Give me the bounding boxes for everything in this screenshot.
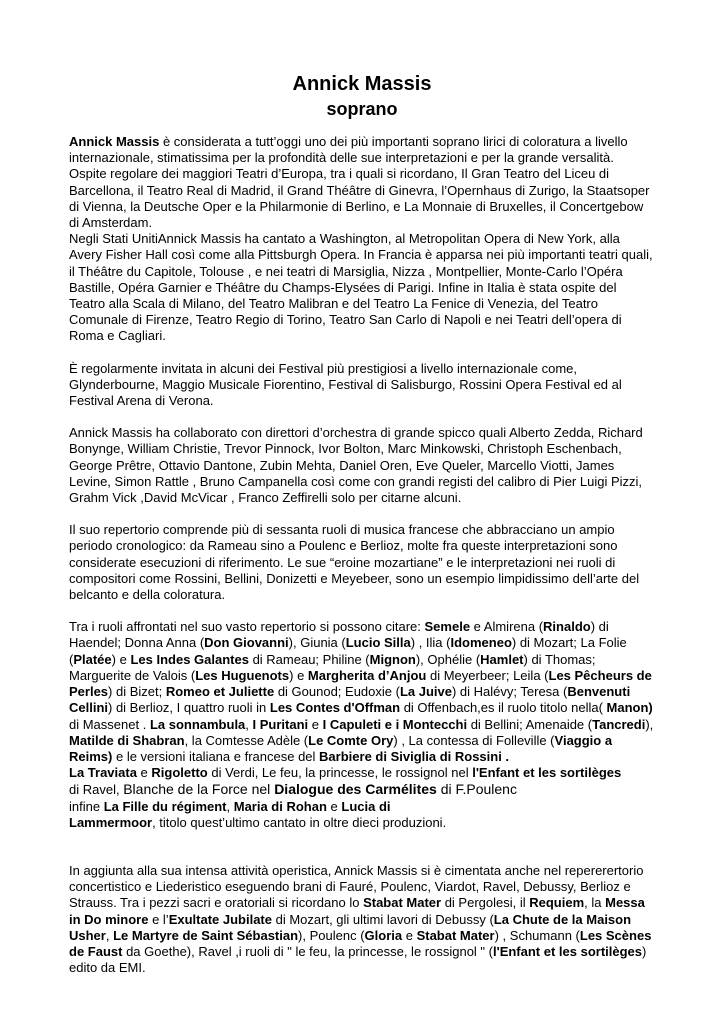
role-text: ), Ophélie (: [415, 651, 481, 667]
role-text: , titolo quest’ultimo cantato in oltre dieci produzioni.: [152, 814, 447, 830]
role-title: Le Martyre de Saint Sébastian: [113, 927, 299, 943]
paragraph-repertoire: Il suo repertorio comprende più di sessanta ruoli di musica francese che abbracciano un ampio periodo cronologico: da Rameau sino a Poulenc e Berlioz, molte fra queste interpretazioni sono considerate esecuzioni di riferimento. Le sue “eroine mozartiane” e le interpretazioni nei ruoli di compositori come Rossini, Bellini, Donizetti e Meyebeer, sono un esempio limpidissimo dell’arte del belcanto e della coloratura.: [69, 522, 640, 603]
role-text: ) , La contessa di Folleville (: [393, 732, 555, 748]
page-subtitle: soprano: [326, 99, 398, 119]
role-text: , la Comtesse Adèle (: [184, 732, 309, 748]
role-text: ,: [245, 716, 253, 732]
role-title: Les Huguenots: [195, 667, 290, 683]
role-text: di Rameau; Philine (: [248, 651, 370, 667]
role-title: Les Pêcheurs de Perles: [69, 667, 652, 700]
role-title: Mignon: [369, 651, 416, 667]
role-text: ) di Bizet;: [108, 684, 166, 700]
role-title: l'Enfant et les sortilèges: [472, 765, 622, 781]
role-text: ), Giunia (: [288, 635, 346, 651]
role-text: di Gounod; Eudoxie (: [274, 684, 400, 700]
role-text: In aggiunta alla sua intensa attività operistica, Annick Massis si è cimentata anche nel repererertorio concertistico e Liederistico eseguendo brani di Fauré, Poulenc, Viardot, Ravel, Debussy, Berlioz e Strauss. Tra i pezzi sacri e oratoriali si ricordano lo: [69, 862, 644, 911]
role-title: Dialogue des Carmélites: [274, 781, 437, 798]
role-title: Don Giovanni: [204, 635, 289, 651]
role-title: Exultate Jubilate: [168, 911, 272, 927]
role-title: Hamlet: [480, 651, 524, 667]
role-title: Idomeneo: [450, 635, 512, 651]
role-text: ) , Ilia (: [410, 635, 451, 651]
role-title: Viaggio a Reims): [69, 732, 613, 764]
role-title: Les Contes d'Offman: [269, 700, 401, 716]
paragraph-intro-text: è considerata a tutt’oggi uno dei più importanti soprano lirici di coloratura a livello internazionale, stimatissima per la profondità delle sue interpretazioni e per la grande versalità. Ospite regolare dei maggiori Teatri d’Europa, tra i quali si ricordano, Il Gran Teatro del Liceu di Barcellona, il Teatro Real di Madrid, il Grand Théâtre di Ginevra, l’Opernhaus di Zurigo, la Staatsoper di Vienna, la Deutsche Oper e la Philarmonie di Berlino, e La Monnaie di Bruxelles, il Concertgebow di Amsterdam.: [69, 134, 650, 231]
role-title: Semele: [424, 619, 471, 635]
role-title: Platée: [73, 651, 112, 667]
role-text: infine: [69, 798, 104, 814]
role-text: e: [402, 927, 417, 943]
role-title: La Juive: [399, 684, 452, 700]
role-title: Lucio Silla: [345, 635, 411, 651]
role-title: Maria di Rohan: [233, 798, 327, 814]
role-text: di Verdi, Le feu, la princesse, le rossignol nel: [207, 765, 473, 781]
role-title: Messa in Do minore: [69, 895, 645, 927]
role-title: Matilde di Shabran: [69, 732, 185, 748]
role-title: Les Indes Galantes: [130, 651, 249, 667]
role-text: di Offenbach,es il ruolo titolo nella(: [400, 700, 607, 716]
page-title: Annick Massis: [292, 73, 432, 95]
role-title: Margherita d’Anjou: [307, 667, 427, 683]
paragraph-conductors: Annick Massis ha collaborato con direttori d’orchestra di grande spicco quali Alberto Zedda, Richard Bonynge, William Christie, Trevor Pinnock, Ivor Bolton, Marc Minkowski, Christoph Eschenbach, George Prêtre, Ottavio Dantone, Zubin Mehta, Daniel Oren, Eve Queler, Marcello Viotti, James Levine, Simon Rattle , Bruno Campanella così come con grandi registi del calibro di Pier Luigi Pizzi, Grahm Vick ,David McVicar , Franco Zeffirelli solo per citarne alcuni.: [69, 425, 643, 506]
role-text: ) di Haendel; Donna Anna (: [69, 619, 609, 651]
role-title: Rinaldo: [543, 619, 591, 635]
role-text: e l’: [148, 911, 169, 927]
role-title: l'Enfant et les sortilèges: [492, 943, 643, 959]
role-text: ,: [105, 927, 114, 943]
paragraph-spacer: [69, 345, 655, 361]
paragraph-spacer: [69, 506, 655, 522]
role-text: di Bellini; Amenaide (: [467, 716, 593, 732]
role-text: di Pergolesi, il: [441, 895, 530, 911]
role-text: ) e: [289, 667, 308, 683]
role-text: e Almirena (: [470, 619, 544, 635]
role-text: ),: [645, 716, 654, 732]
role-title: La Traviata: [69, 765, 137, 781]
paragraph-roles-lucia: [69, 815, 655, 831]
artist-name: Annick Massis: [69, 134, 160, 149]
paragraph-concerts: [69, 863, 655, 976]
role-title: La Chute de la Maison Usher: [69, 911, 632, 943]
paragraph-festivals: È regolarmente invitata in alcuni dei Festival più prestigiosi a livello internazionale come, Glynderbourne, Maggio Musicale Fiorentino, Festival di Salisburgo, Rossini Opera Festival ed al Festival Arena di Verona.: [69, 360, 622, 409]
paragraph-roles-verdi: [69, 765, 655, 781]
paragraph-roles-donizetti: [69, 799, 655, 815]
role-text: Tra i ruoli affrontati nel suo vasto repertorio si possono citare:: [69, 619, 425, 635]
role-text: di Mozart, gli ultimi lavori di Debussy (: [272, 911, 494, 927]
role-title: Le Comte Ory: [308, 732, 394, 748]
role-text: e: [326, 798, 342, 814]
role-title: Lucia di: [341, 798, 391, 814]
role-text: da Goethe), Ravel ,i ruoli di " le feu, la princesse, le rossignol " (: [122, 943, 493, 959]
role-text: e: [136, 765, 152, 781]
role-title: Manon): [606, 700, 653, 716]
role-text: ) edito da EMI.: [69, 943, 647, 976]
paragraph-usa-france-italy: Negli Stati UnitiAnnick Massis ha cantato a Washington, al Metropolitan Opera di New York, alla Avery Fisher Hall così come alla Pittsburgh Opera. In Francia è apparsa nei più importanti teatri quali, il Théâtre du Capitole, Tolouse , e nei teatri di Marsiglia, Nizza , Montpellier, Monte-Carlo l’Opéra Bastille, Opéra Garnier e Théâtre du Champs-Elysées di Parigi. Infine in Italia è stata ospite del Teatro alla Scala di Milano, del Teatro Malibran e del Teatro La Fenice di Venezia, del Teatro Comunale di Firenze, Teatro Regio di Torino, Teatro San Carlo di Napoli e nei Teatri dell’opera di Roma e Cagliari.: [69, 231, 653, 344]
role-title: Benvenuti Cellini: [69, 684, 631, 716]
role-text: , la: [584, 895, 606, 911]
paragraph-spacer: [69, 409, 655, 425]
role-title: Barbiere di Siviglia di Rossini .: [319, 748, 510, 764]
role-title: Stabat Mater: [363, 895, 442, 911]
role-text: ), Poulenc (: [298, 927, 365, 943]
role-title: Requiem: [529, 895, 585, 911]
paragraph-intro: [69, 134, 655, 231]
role-title: Stabat Mater: [416, 927, 495, 943]
role-title: Les Scènes de Faust: [69, 927, 652, 959]
role-text: ,: [226, 798, 234, 814]
role-title: I Capuleti e i Montecchi: [322, 716, 468, 732]
role-text: ) e: [111, 651, 131, 667]
role-title: Tancredi: [592, 716, 646, 732]
paragraph-spacer: [69, 603, 655, 619]
role-text: di Massenet .: [69, 716, 150, 732]
role-text: ) di Mozart; La Folie (: [69, 635, 627, 667]
paragraph-spacer: [69, 831, 655, 863]
role-title: Gloria: [364, 927, 403, 943]
document-body: [69, 134, 655, 976]
role-text: di F.Poulenc: [436, 781, 517, 798]
role-title: Lammermoor: [69, 814, 153, 830]
paragraph-roles: [69, 619, 655, 765]
role-text: ) di Berlioz, I quattro ruoli in: [108, 700, 270, 716]
role-text: di Ravel,: [69, 782, 124, 798]
paragraph-roles-poulenc: [69, 781, 655, 798]
role-title: La sonnambula: [149, 716, 246, 732]
role-text: ) di Thomas; Marguerite de Valois (: [69, 651, 596, 683]
role-text: ) , Schumann (: [494, 927, 580, 943]
role-text: Blanche de la Force nel: [123, 781, 275, 798]
role-text: e: [308, 716, 323, 732]
role-text: di Meyerbeer; Leila (: [426, 667, 549, 683]
role-title: Romeo et Juliette: [165, 684, 275, 700]
role-title: La Fille du régiment: [103, 798, 227, 814]
role-title: Rigoletto: [151, 765, 208, 781]
role-text: e le versioni italiana e francese del: [112, 748, 320, 764]
role-title: I Puritani: [252, 716, 309, 732]
role-text: ) di Halévy; Teresa (: [451, 684, 568, 700]
